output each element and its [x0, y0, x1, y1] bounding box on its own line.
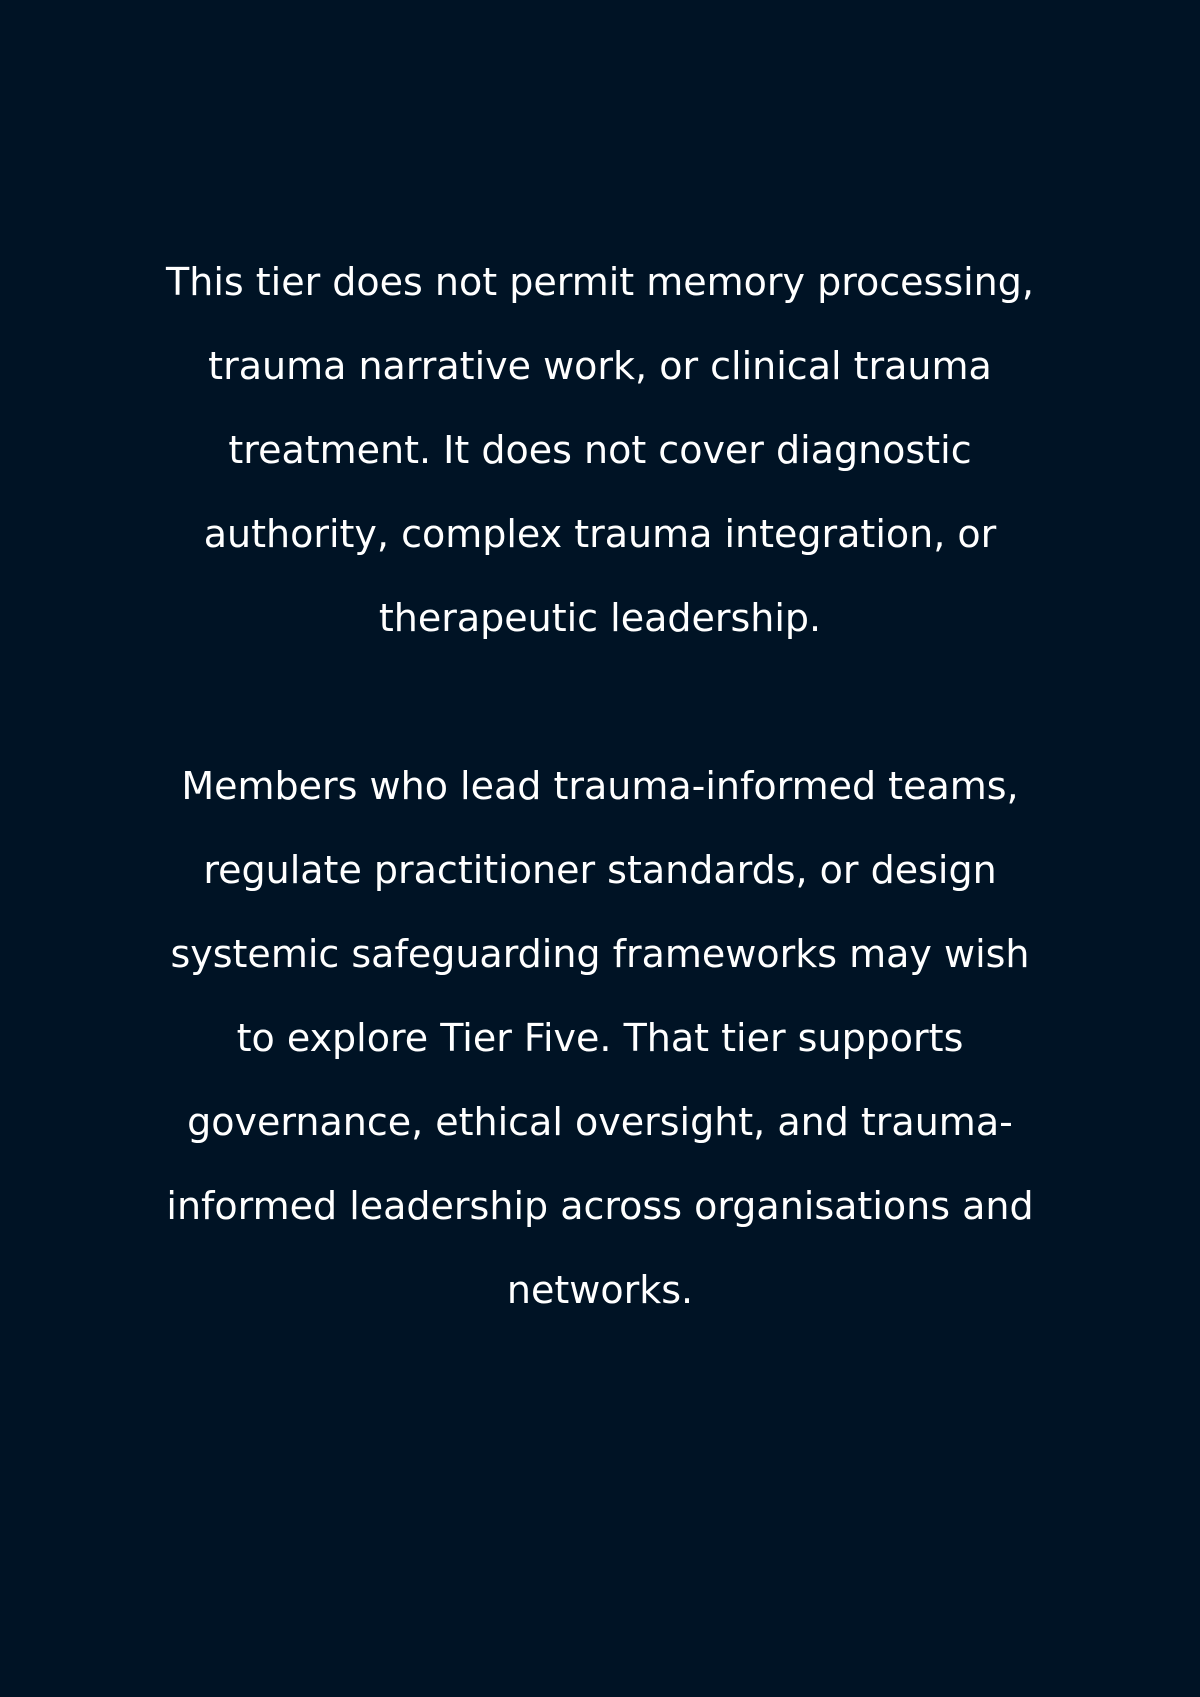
tier-limitations-paragraph: This tier does not permit memory processing, trauma narrative work, or clinical trauma treatment. It does not cover diagnostic authority, complex trauma integration, or therapeutic leadership.: [166, 260, 1034, 640]
tier-five-paragraph: Members who lead trauma-informed teams, regulate practitioner standards, or design systemic safeguarding frameworks may wish to explore Tier Five. That tier supports governance, ethical oversight, and trauma-informed leadership across organisations and networks.: [166, 764, 1034, 1312]
content-block: [150, 240, 1050, 1332]
